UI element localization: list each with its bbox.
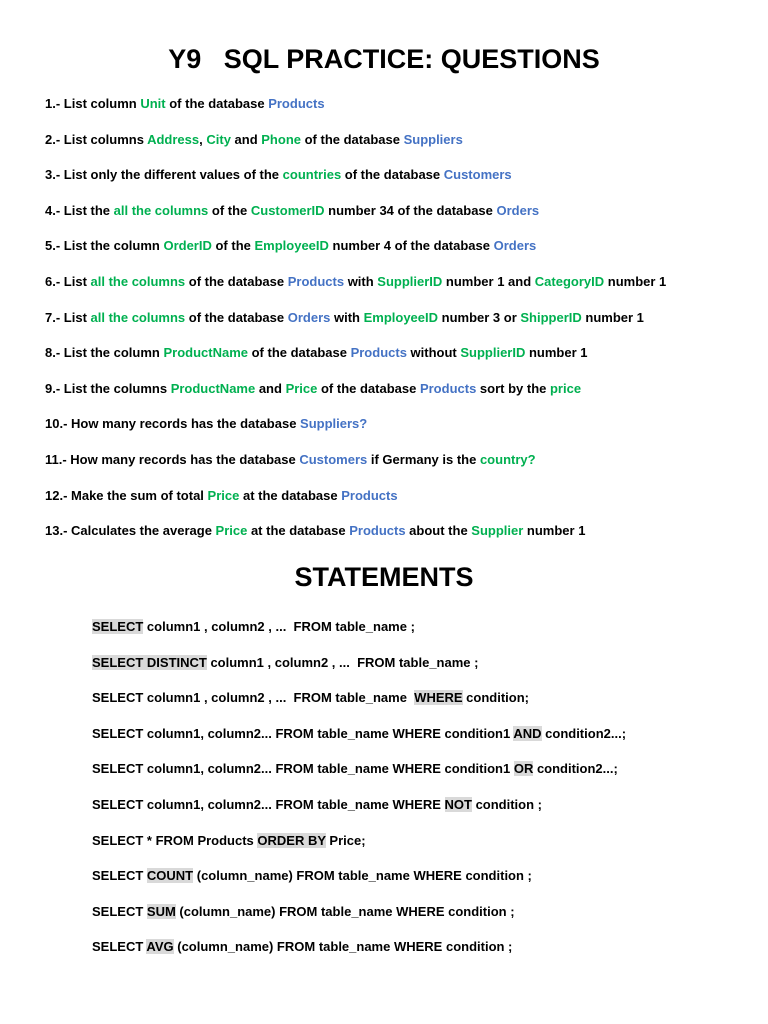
question-text: price xyxy=(549,380,582,396)
question-text: all the columns xyxy=(90,274,186,289)
question-text: 13.- Calculates the average xyxy=(45,523,216,539)
question-text: of the database xyxy=(301,131,404,147)
question-text: with xyxy=(330,309,364,325)
question-text: Orders xyxy=(493,238,537,254)
question-text: number 1 xyxy=(581,309,644,325)
statement-line xyxy=(92,833,366,848)
question-text: SupplierID xyxy=(377,274,443,289)
statement-text: condition2...; xyxy=(533,761,618,777)
question-line xyxy=(45,381,581,396)
statement-text: SELECT column1, column2... FROM table_name WHERE xyxy=(92,797,445,812)
statement-text: condition2...; xyxy=(541,725,627,741)
question-text: Suppliers? xyxy=(300,416,368,432)
statement-line xyxy=(92,761,618,776)
statement-text: SELECT xyxy=(92,619,144,634)
question-text: and xyxy=(230,131,262,147)
question-text: Supplier xyxy=(471,523,524,539)
question-text: number 1 xyxy=(604,274,667,289)
question-text: 7.- List xyxy=(45,309,91,325)
question-text: SupplierID xyxy=(460,345,526,361)
question-text: 8.- List the column xyxy=(45,345,164,361)
statement-line xyxy=(92,655,478,670)
statement-text: SELECT column1 , column2 , ... FROM table_name xyxy=(92,690,415,706)
question-text: Products xyxy=(349,523,406,539)
question-text: CustomerID xyxy=(250,202,325,218)
question-text: ProductName xyxy=(170,380,256,396)
question-text: of the database xyxy=(248,345,351,361)
question-line xyxy=(45,523,585,538)
question-text: all the columns xyxy=(90,309,186,325)
page-title: Y9 SQL PRACTICE: QUESTIONS xyxy=(168,44,600,74)
question-text: 3.- List only the different values of the xyxy=(45,167,283,183)
question-line xyxy=(45,416,367,431)
question-text: without xyxy=(406,345,461,361)
question-text: 4.- List the xyxy=(45,202,114,218)
question-text: number 34 of the database xyxy=(324,202,497,218)
statement-text: (column_name) FROM table_name WHERE condition ; xyxy=(193,868,532,884)
statement-text: NOT xyxy=(444,797,472,812)
statement-line xyxy=(92,690,529,705)
question-text: Suppliers xyxy=(403,131,463,147)
question-text: Products xyxy=(341,487,398,503)
question-text: number 1 and xyxy=(442,274,535,289)
question-text: of the database xyxy=(185,309,288,325)
question-text: of the database xyxy=(317,380,420,396)
statement-text: condition; xyxy=(462,690,529,706)
question-text: Products xyxy=(350,345,407,361)
question-text: 5.- List the column xyxy=(45,238,164,254)
question-text: 9.- List the columns xyxy=(45,380,171,396)
statement-line xyxy=(92,904,515,919)
question-text: Customers xyxy=(443,167,512,183)
question-line xyxy=(45,238,536,253)
question-text: number 1 xyxy=(523,523,586,539)
statement-line xyxy=(92,868,532,883)
question-text: countries xyxy=(282,167,342,183)
question-text: of the xyxy=(208,202,251,218)
question-text: at the database xyxy=(247,523,350,539)
question-line xyxy=(45,203,539,218)
question-text: Products xyxy=(268,96,325,111)
statement-text: SELECT column1, column2... FROM table_name WHERE condition1 xyxy=(92,725,514,741)
question-text: ShipperID xyxy=(520,309,582,325)
statement-text: AVG xyxy=(146,939,174,955)
statement-text: ORDER BY xyxy=(257,832,326,848)
question-text: , xyxy=(199,131,207,147)
question-text: at the database xyxy=(239,487,342,503)
statement-text: AND xyxy=(513,725,542,741)
statement-text: WHERE xyxy=(414,690,463,706)
statement-text: SELECT xyxy=(92,903,147,919)
question-line xyxy=(45,452,536,467)
statement-text: SELECT xyxy=(92,868,147,884)
question-text: 11.- How many records has the database xyxy=(45,452,300,467)
question-line xyxy=(45,96,325,111)
statement-text: SELECT column1, column2... FROM table_name WHERE condition1 xyxy=(92,761,514,777)
statement-line xyxy=(92,797,542,812)
question-line xyxy=(45,310,644,325)
question-text: of the database xyxy=(165,96,269,111)
question-text: Orders xyxy=(287,309,331,325)
statement-text: (column_name) FROM table_name WHERE condition ; xyxy=(173,939,513,955)
question-text: Price xyxy=(285,380,318,396)
question-text: 10.- How many records has the database xyxy=(45,416,301,432)
statement-line xyxy=(92,939,512,954)
question-text: of the xyxy=(211,238,255,254)
question-text: Orders xyxy=(496,202,540,218)
question-text: number 3 or xyxy=(438,309,521,325)
statement-text: condition ; xyxy=(471,797,542,812)
question-text: 6.- List xyxy=(45,274,91,289)
question-text: Unit xyxy=(140,96,166,111)
statement-line xyxy=(92,619,415,634)
question-line xyxy=(45,132,463,147)
statements-heading: STATEMENTS xyxy=(294,562,474,592)
statement-text: (column_name) FROM table_name WHERE condition ; xyxy=(175,903,515,919)
question-text: and xyxy=(255,380,286,396)
statement-text: Price; xyxy=(325,832,366,848)
statement-text: column1 , column2 , ... FROM table_name ; xyxy=(143,619,415,634)
question-text: EmployeeID xyxy=(254,238,329,254)
statement-text: SUM xyxy=(146,903,176,919)
question-text: Products xyxy=(419,380,477,396)
question-text: ProductName xyxy=(163,345,248,361)
statement-text: column1 , column2 , ... FROM table_name ; xyxy=(206,654,479,670)
question-text: number 4 of the database xyxy=(328,238,494,254)
statement-line xyxy=(92,726,626,741)
question-line xyxy=(45,274,666,289)
question-text: CategoryID xyxy=(534,274,605,289)
question-text: about the xyxy=(405,523,472,539)
question-text: 2.- List columns xyxy=(45,131,148,147)
statement-text: SELECT xyxy=(92,939,147,955)
question-text: Price xyxy=(207,487,240,503)
statement-text: COUNT xyxy=(146,868,194,884)
question-text: sort by the xyxy=(476,380,550,396)
statement-text: OR xyxy=(513,761,534,777)
question-line xyxy=(45,488,398,503)
question-line xyxy=(45,345,588,360)
question-text: OrderID xyxy=(163,238,212,254)
question-text: Customers xyxy=(299,452,368,467)
question-text: if Germany is the xyxy=(367,452,480,467)
question-text: country? xyxy=(479,452,536,467)
question-text: all the columns xyxy=(113,202,209,218)
question-text: of the database xyxy=(341,167,444,183)
question-line xyxy=(45,167,512,182)
question-text: with xyxy=(344,274,378,289)
question-text: Products xyxy=(287,274,345,289)
question-text: EmployeeID xyxy=(363,309,439,325)
question-text: Address xyxy=(147,131,200,147)
statement-text: SELECT * FROM Products xyxy=(92,832,258,848)
question-text: of the database xyxy=(185,274,288,289)
question-text: City xyxy=(206,131,231,147)
question-text: 12.- Make the sum of total xyxy=(45,487,208,503)
question-text: Price xyxy=(215,523,248,539)
question-text: 1.- List column xyxy=(45,96,141,111)
question-text: Phone xyxy=(261,131,301,147)
statement-text: SELECT DISTINCT xyxy=(92,654,207,670)
question-text: number 1 xyxy=(525,345,588,361)
